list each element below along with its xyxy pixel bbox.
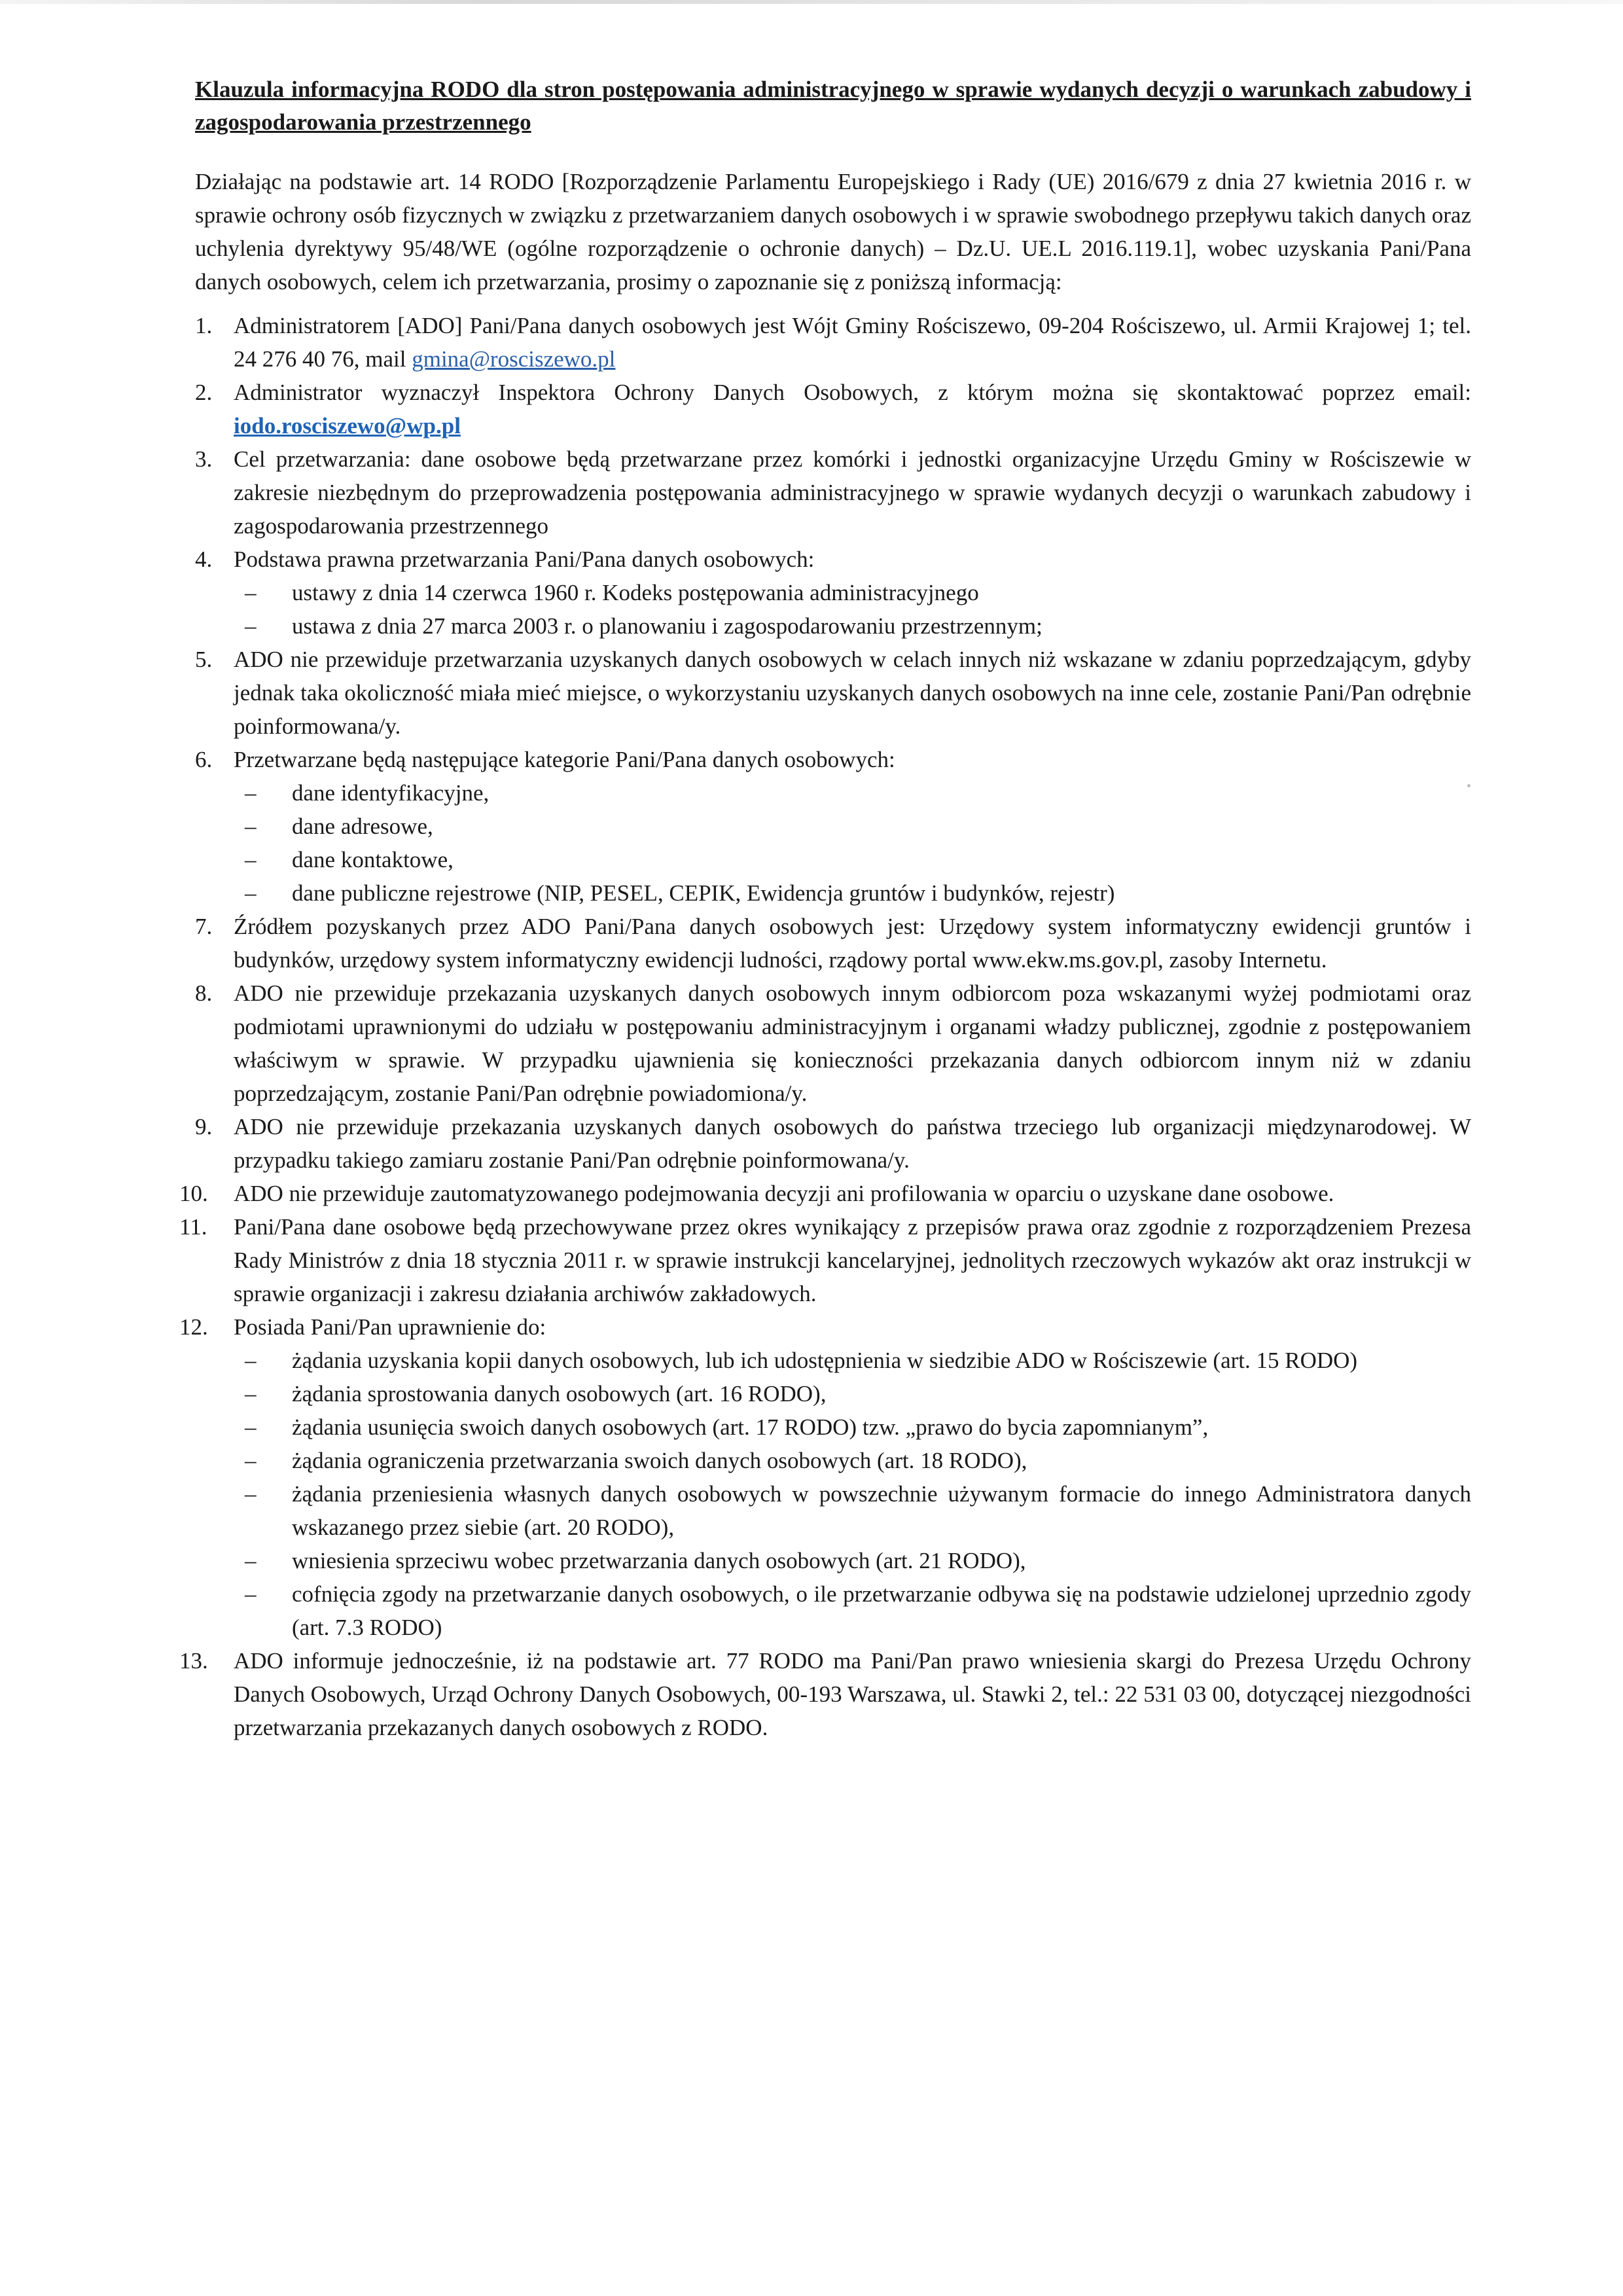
clause-text: ADO nie przewiduje przetwarzania uzyskanych danych osobowych w celach innych niż wskazane w zdaniu poprzedzającym, gdyby jednak taka okoliczność miała mieć miejsce, o wykorzystaniu uzyskanych danych osobowych na inne cele, zostanie Pani/Pan odrębnie poinformowana/y.: [234, 647, 1471, 739]
list-item: – dane adresowe,: [234, 810, 1471, 843]
list-item: – żądania sprostowania danych osobowych (art. 16 RODO),: [234, 1377, 1471, 1410]
list-item: – wniesienia sprzeciwu wobec przetwarzania danych osobowych (art. 21 RODO),: [234, 1544, 1471, 1577]
clause-text: Podstawa prawna przetwarzania Pani/Pana danych osobowych:: [234, 547, 815, 572]
clause-list: [179, 309, 1471, 1744]
rights-list: [234, 1344, 1471, 1644]
clause-number: 7.: [195, 914, 213, 939]
clause-text: ADO nie przewiduje zautomatyzowanego podejmowania decyzji ani profilowania w oparciu o uzyskane dane osobowe.: [234, 1181, 1334, 1206]
clause-text: Źródłem pozyskanych przez ADO Pani/Pana danych osobowych jest: Urzędowy system informatyczny ewidencji gruntów i budynków, urzędowy system informatyczny ewidencji ludności, rządowy portal www.ekw.ms.gov.pl, zasoby Internetu.: [234, 914, 1471, 973]
list-item: – cofnięcia zgody na przetwarzanie danych osobowych, o ile przetwarzanie odbywa się na podstawie udzielonej uprzednio zgody (art. 7.3 RODO): [234, 1577, 1471, 1644]
list-item: – żądania usunięcia swoich danych osobowych (art. 17 RODO) tzw. „prawo do bycia zapomnianym”,: [234, 1410, 1471, 1444]
list-item: – dane identyfikacyjne,: [234, 776, 1471, 810]
clause-text: ADO nie przewiduje przekazania uzyskanych danych osobowych innym odbiorcom poza wskazanymi wyżej podmiotami oraz podmiotami uprawnionymi do udziału w postępowaniu administracyjnym i organami władzy publicznej, zgodnie z postępowaniem właściwym w sprawie. W przypadku ujawnienia się konieczności przekazania danych odbiorcom innym niż w zdaniu poprzedzającym, zostanie Pani/Pan odrębnie powiadomiona/y.: [234, 980, 1471, 1106]
clause-item-5: [195, 643, 1471, 743]
clause-number: 8.: [195, 980, 213, 1006]
clause-item-9: [195, 1110, 1471, 1177]
clause-number: 1.: [195, 313, 213, 338]
list-item: – ustawy z dnia 14 czerwca 1960 r. Kodeks postępowania administracyjnego: [234, 576, 1471, 609]
clause-text: Pani/Pana dane osobowe będą przechowywane przez okres wynikający z przepisów prawa oraz zgodnie z rozporządzeniem Prezesa Rady Ministrów z dnia 18 stycznia 2011 r. w sprawie instrukcji kancelaryjnej, jednolitych rzeczowych wykazów akt oraz instrukcji w sprawie organizacji i zakresu działania archiwów zakładowych.: [234, 1214, 1471, 1306]
clause-item-8: [195, 977, 1471, 1110]
clause-item-13: [179, 1644, 1471, 1744]
clause-text: ADO nie przewiduje przekazania uzyskanych danych osobowych do państwa trzeciego lub organizacji międzynarodowej. W przypadku takiego zamiaru zostanie Pani/Pan odrębnie poinformowana/y.: [234, 1114, 1471, 1173]
clause-item-4: [195, 543, 1471, 643]
clause-number: 10.: [179, 1181, 208, 1206]
clause-number: 4.: [195, 547, 213, 572]
list-item: – żądania uzyskania kopii danych osobowych, lub ich udostępnienia w siedzibie ADO w Rościszewie (art. 15 RODO): [234, 1344, 1471, 1377]
clause-number: 9.: [195, 1114, 213, 1139]
list-item: – dane kontaktowe,: [234, 843, 1471, 876]
clause-text: Administratorem [ADO] Pani/Pana danych osobowych jest Wójt Gminy Rościszewo, 09-204 Rościszewo, ul. Armii Krajowej 1; tel. 24 276 40 76, mail: [234, 313, 1471, 372]
document-page: [179, 73, 1471, 1744]
clause-text: Przetwarzane będą następujące kategorie Pani/Pana danych osobowych:: [234, 747, 895, 772]
clause-item-1: [195, 309, 1471, 376]
clause-item-7: [195, 910, 1471, 977]
clause-text: Administrator wyznaczył Inspektora Ochrony Danych Osobowych, z którym można się skontaktować poprzez email:: [234, 380, 1471, 405]
clause-item-10: [179, 1177, 1471, 1210]
clause-number: 2.: [195, 380, 213, 405]
document-title: Klauzula informacyjna RODO dla stron postępowania administracyjnego w sprawie wydanych decyzji o warunkach zabudowy i zagospodarowania przestrzennego: [195, 77, 1471, 135]
clause-number: 6.: [195, 747, 213, 772]
clause-text: Cel przetwarzania: dane osobowe będą przetwarzane przez komórki i jednostki organizacyjne Urzędu Gminy w Rościszewie w zakresie niezbędnym do przeprowadzenia postępowania administracyjnego w sprawie wydanych decyzji o warunkach zabudowy i zagospodarowania przestrzennego: [234, 446, 1471, 539]
clause-item-2: [195, 376, 1471, 442]
clause-item-11: [179, 1210, 1471, 1310]
clause-item-6: [195, 743, 1471, 910]
legal-basis-list: [234, 576, 1471, 643]
clause-number: 12.: [179, 1314, 208, 1340]
clause-text: Posiada Pani/Pan uprawnienie do:: [234, 1314, 546, 1340]
scan-top-edge: [0, 0, 1623, 4]
iodo-email-link[interactable]: iodo.rosciszewo@wp.pl: [234, 413, 461, 439]
administrator-email-link[interactable]: gmina@rosciszewo.pl: [412, 346, 616, 372]
clause-item-3: [195, 442, 1471, 543]
clause-number: 11.: [179, 1214, 207, 1240]
list-item: – dane publiczne rejestrowe (NIP, PESEL, CEPIK, Ewidencja gruntów i budynków, rejestr): [234, 876, 1471, 910]
clause-number: 3.: [195, 446, 213, 472]
clause-number: 13.: [179, 1648, 208, 1674]
list-item: – żądania przeniesienia własnych danych osobowych w powszechnie używanym formacie do innego Administratora danych wskazanego przez siebie (art. 20 RODO),: [234, 1477, 1471, 1544]
list-item: – ustawa z dnia 27 marca 2003 r. o planowaniu i zagospodarowaniu przestrzennym;: [234, 609, 1471, 643]
clause-text: ADO informuje jednocześnie, iż na podstawie art. 77 RODO ma Pani/Pan prawo wniesienia skargi do Prezesa Urzędu Ochrony Danych Osobowych, Urząd Ochrony Danych Osobowych, 00-193 Warszawa, ul. Stawki 2, tel.: 22 531 03 00, dotyczącej niezgodności przetwarzania przekazanych danych osobowych z RODO.: [234, 1648, 1471, 1740]
clause-number: 5.: [195, 647, 213, 672]
clause-item-12: [179, 1310, 1471, 1644]
intro-paragraph: Działając na podstawie art. 14 RODO [Rozporządzenie Parlamentu Europejskiego i Rady (UE) 2016/679 z dnia 27 kwietnia 2016 r. w sprawie ochrony osób fizycznych w związku z przetwarzaniem danych osobowych i w sprawie swobodnego przepływu takich danych oraz uchylenia dyrektywy 95/48/WE (ogólne rozporządzenie o ochronie danych) – Dz.U. UE.L 2016.119.1], wobec uzyskania Pani/Pana danych osobowych, celem ich przetwarzania, prosimy o zapoznanie się z poniższą informacją:: [195, 169, 1471, 295]
list-item: – żądania ograniczenia przetwarzania swoich danych osobowych (art. 18 RODO),: [234, 1444, 1471, 1477]
data-categories-list: [234, 776, 1471, 910]
